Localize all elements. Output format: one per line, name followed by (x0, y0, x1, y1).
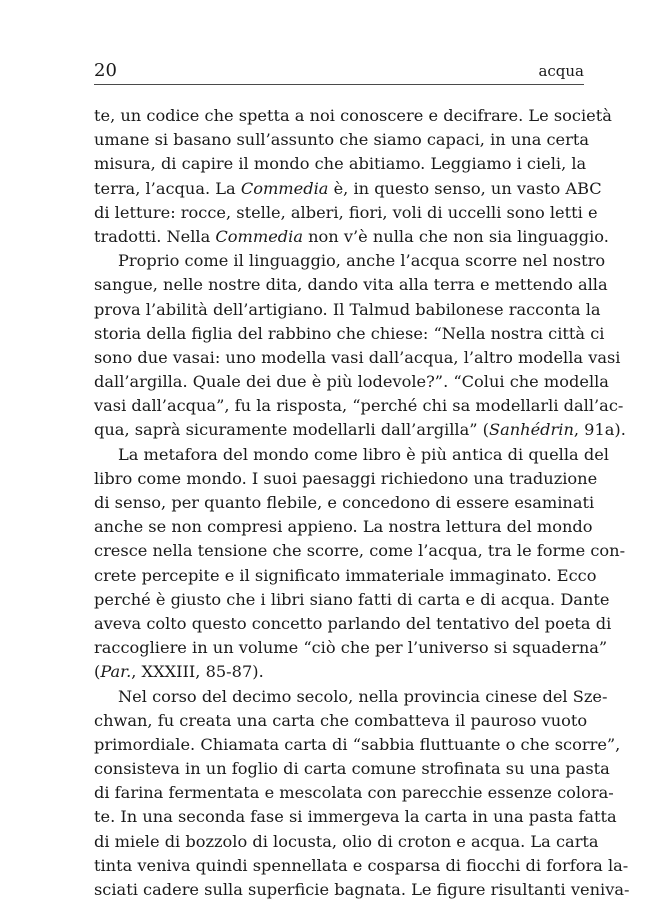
text-run: Nel corso del decimo secolo, nella provincia cinese del Sze- (118, 686, 608, 706)
text-run: anche se non compresi appieno. La nostra lettura del mondo (94, 517, 593, 537)
italic-title: Commedia (240, 178, 329, 198)
text-line (94, 805, 617, 829)
text-run: perché è giusto che i libri siano fatti di carta e di acqua. Dante (94, 589, 610, 609)
text-line (94, 346, 621, 370)
text-line (94, 298, 601, 322)
text-line (94, 177, 602, 201)
text-line (94, 128, 590, 152)
text-run: di letture: rocce, stelle, alberi, fiori, voli di uccelli sono letti e (94, 202, 598, 222)
text-run: chwan, fu creata una carta che combatteva il pauroso vuoto (94, 710, 588, 730)
text-line (94, 854, 629, 878)
text-run: te. In una seconda fase si immergeva la carta in una pasta fatta (94, 807, 617, 827)
text-run: aveva colto questo concetto parlando del tentativo del poeta di (94, 613, 612, 633)
body-text (94, 104, 630, 902)
text-line (94, 491, 595, 515)
text-line (94, 249, 606, 273)
text-run: sangue, nelle nostre dita, dando vita alla terra e mettendo alla (94, 275, 608, 295)
text-line (94, 443, 609, 467)
text-run: te, un codice che spetta a noi conoscere e decifrare. Le società (94, 106, 612, 125)
text-line (94, 757, 610, 781)
text-line (94, 394, 624, 418)
text-line (94, 830, 599, 854)
running-title: acqua (538, 62, 584, 80)
text-line (94, 418, 626, 442)
text-run: , XXXIII, 85-87). (131, 662, 264, 682)
text-run: terra, l’acqua. La (94, 178, 241, 198)
text-run: Proprio come il linguaggio, anche l’acqua scorre nel nostro (118, 251, 606, 271)
text-run: di miele di bozzolo di locusta, olio di croton e acqua. La carta (94, 831, 599, 851)
text-line (94, 515, 593, 539)
text-run: è, in questo senso, un vasto ABC (328, 178, 602, 198)
text-line (94, 733, 621, 757)
text-run: primordiale. Chiamata carta di “sabbia fluttuante o che scorre”, (94, 734, 621, 754)
header-rule (94, 84, 584, 85)
text-line (94, 588, 610, 612)
text-line (94, 370, 609, 394)
italic-title: Par. (100, 662, 132, 682)
text-run: storia della figlia del rabbino che chiese: “Nella nostra città ci (94, 323, 605, 343)
text-run: umane si basano sull’assunto che siamo capaci, in una certa (94, 130, 590, 150)
text-line (94, 225, 609, 249)
text-run: qua, saprà sicuramente modellarli dall’argilla” ( (94, 420, 489, 440)
text-line (94, 104, 612, 128)
text-line (94, 564, 597, 588)
text-run: cresce nella tensione che scorre, come l’acqua, tra le forme con- (94, 541, 626, 561)
italic-title: Commedia (215, 226, 303, 246)
text-run: prova l’abilità dell’artigiano. Il Talmud babilonese racconta la (94, 299, 601, 319)
text-run: consisteva in un foglio di carta comune strofinata su una pasta (94, 759, 610, 779)
text-run: libro come mondo. I suoi paesaggi richiedono una traduzione (94, 468, 598, 488)
text-line (94, 612, 612, 636)
text-run: dall’argilla. Quale dei due è più lodevole?”. “Colui che modella (94, 372, 609, 392)
text-line (94, 201, 598, 225)
text-run: tinta veniva quindi spennellata e cosparsa di fiocchi di forfora la- (94, 855, 629, 875)
text-run: tradotti. Nella (94, 226, 216, 246)
text-line (94, 152, 587, 176)
text-line (94, 539, 626, 563)
text-run: sono due vasai: uno modella vasi dall’acqua, l’altro modella vasi (94, 347, 621, 367)
text-run: raccogliere in un volume “ciò che per l’universo si squaderna” (94, 638, 608, 658)
text-line (94, 660, 584, 684)
text-run: crete percepite e il significato immateriale immaginato. Ecco (94, 565, 597, 585)
italic-title: Sanhédrin (489, 420, 574, 440)
text-line (94, 685, 608, 709)
text-run: non v’è nulla che non sia linguaggio. (302, 226, 609, 246)
text-line (94, 709, 588, 733)
text-run: La metafora del mondo come libro è più antica di quella del (118, 444, 609, 464)
text-run: sciati cadere sulla superficie bagnata. Le figure risultanti veniva- (94, 880, 630, 899)
text-run: di farina fermentata e mescolata con parecchie essenze colora- (94, 783, 614, 803)
text-run: ( (94, 662, 101, 682)
page-number: 20 (94, 60, 117, 81)
text-run: vasi dall’acqua”, fu la risposta, “perché chi sa modellarli dall’ac- (94, 396, 624, 416)
text-run: misura, di capire il mondo che abitiamo. Leggiamo i cieli, la (94, 154, 587, 174)
text-line (94, 273, 608, 297)
text-run: , 91a). (573, 420, 626, 440)
text-line (94, 878, 630, 902)
text-line (94, 322, 605, 346)
text-line (94, 636, 608, 660)
running-header (94, 60, 584, 82)
text-line (94, 781, 614, 805)
text-line (94, 467, 598, 491)
text-run: di senso, per quanto flebile, e concedono di essere esaminati (94, 493, 595, 512)
